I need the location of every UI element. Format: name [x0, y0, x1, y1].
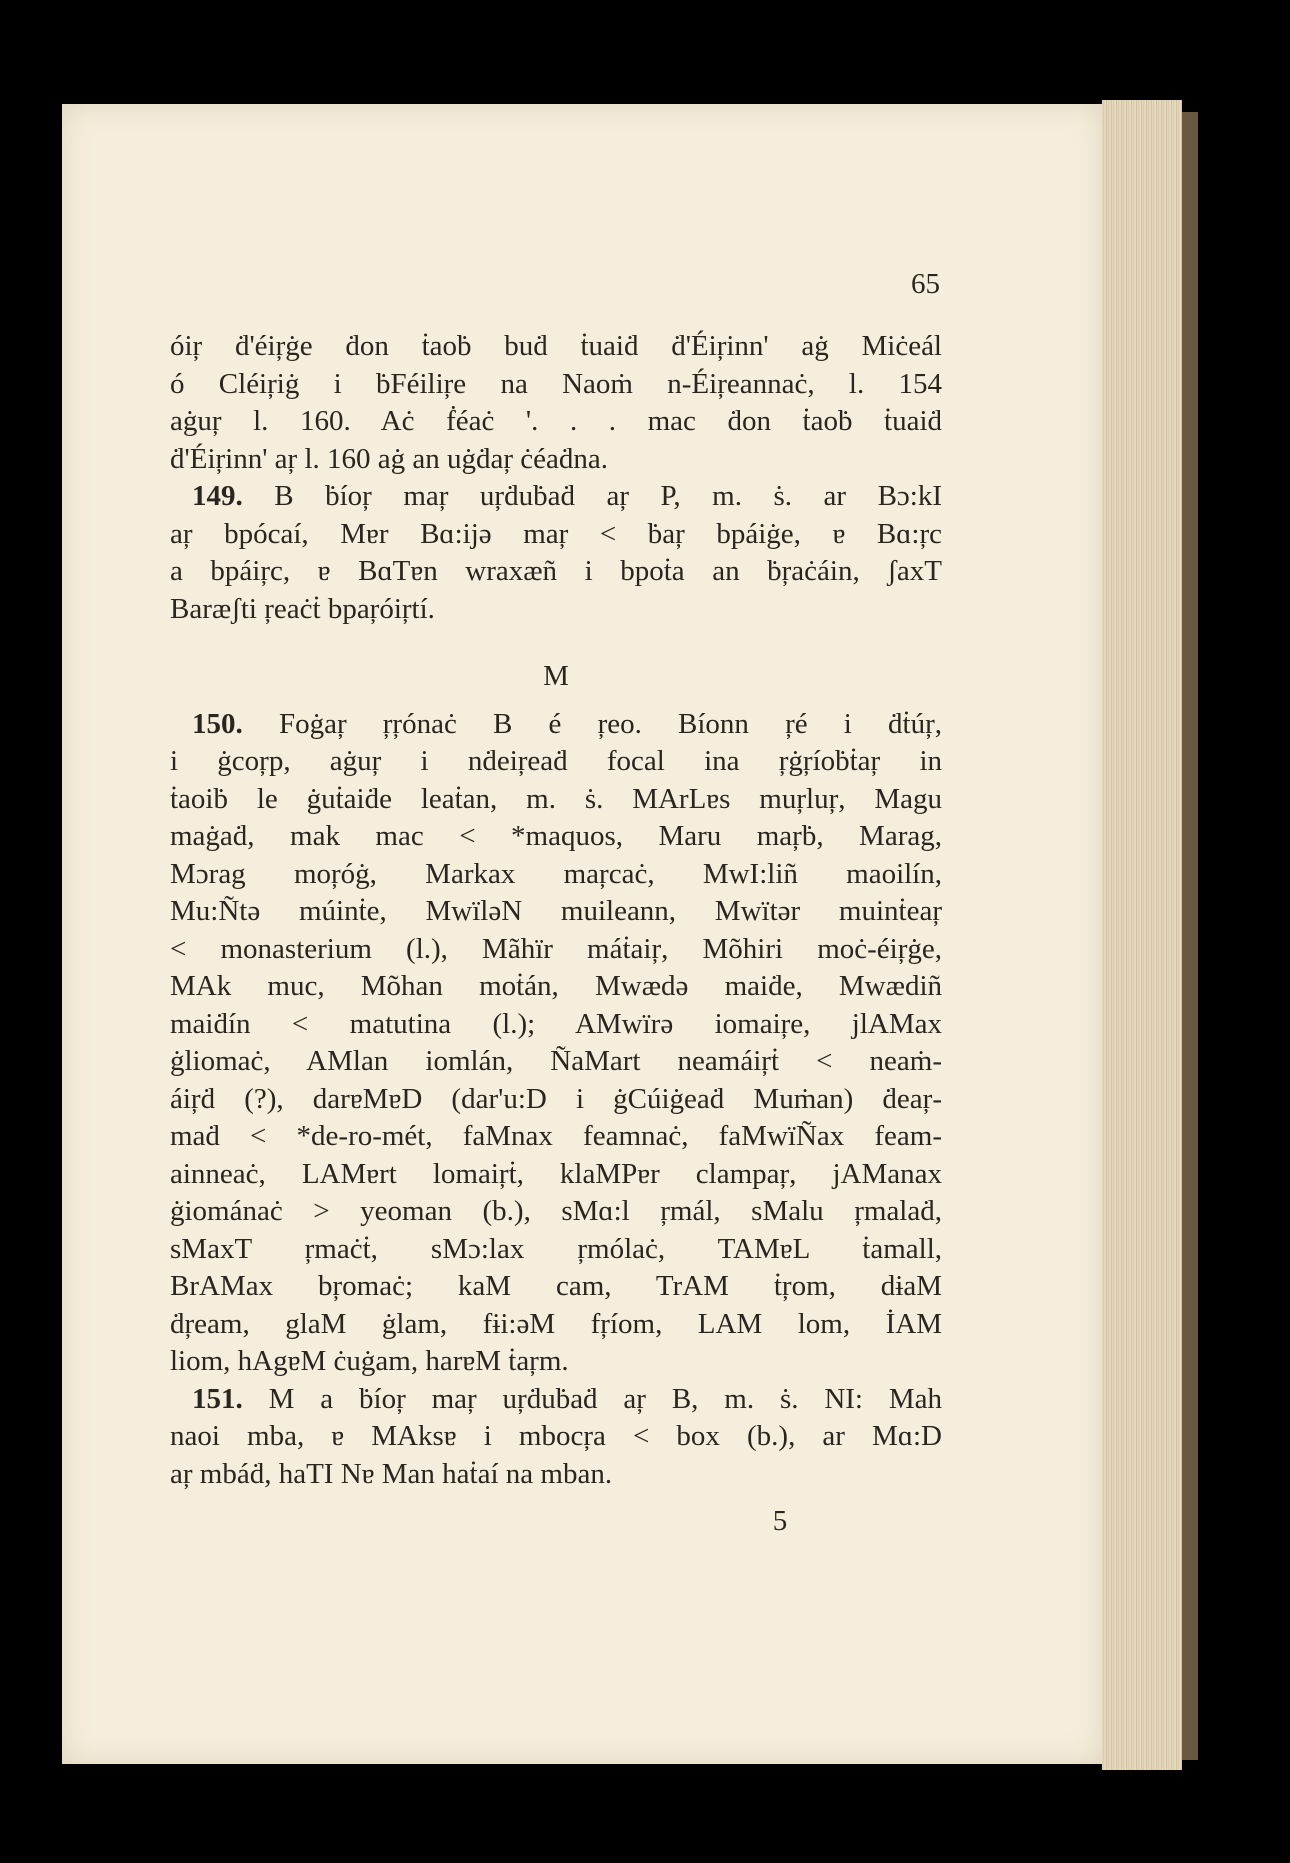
text-line: sMaxT ŗmaċṫ, sMɔ:lax ŗmólaċ, TAMɐL ṫamall, — [170, 1232, 942, 1265]
text-line: ḋŗeam, glaM ġlam, fɨi:əM fŗíom, LAM lom, İAM — [170, 1307, 942, 1340]
text-line: Mu:Ñtə múinṫe, MwïləN muileann, Mwïtər muinṫeaŗ — [170, 895, 942, 927]
page-number: 65 — [911, 268, 940, 300]
text-line: ġiománaċ > yeoman (b.), sMɑ:l ŗmál, sMalu ŗmalaḋ, — [170, 1195, 942, 1227]
text-line: óiŗ ḋ'éiŗġe ḋon ṫaoḃ buḋ ṫuaiḋ ḋ'Éiŗinn' aġ Miċeál — [170, 330, 942, 362]
text-line: i ġcoŗp, aġuŗ i nḋeiŗeaḋ focal ina ŗġŗíoḃṫaŗ in — [170, 745, 942, 777]
text-line: < monasterium (l.), Mãhïr máṫaiŗ, Mõhiri moċ-éiŗġe, — [170, 932, 942, 965]
text-line: ġliomaċ, AMlan iomlán, ÑaMart neamáiŗṫ < neaṁ- — [170, 1045, 942, 1077]
text-line: ainneaċ, LAMɐrt lomaiŗṫ, klaMPɐr clampaŗ, jAManax — [170, 1157, 942, 1190]
text-line: maġaḋ, mak mac < *maquos, Maru maŗḃ, Marag, — [170, 820, 942, 852]
text-line: aŗ mbáḋ, haTI Nɐ Man haṫaí na mban. — [170, 1457, 613, 1490]
text-line: maḋ < *de-ro-mét, faMnax feamnaċ, faMwïÑax feam- — [170, 1120, 942, 1152]
text-line: naoi mba, ɐ MAksɐ i mbocŗa < box (b.), ar Mɑ:D — [170, 1420, 942, 1452]
text-line: aġuŗ l. 160. Aċ ḟéaċ '. . . mac ḋon ṫaoḃ ṫuaiḋ — [170, 405, 942, 437]
text-line: ṫaoiḃ le ġuṫaiḋe leaṫan, m. ṡ. MArLɐs muŗluŗ, Magu — [170, 782, 942, 815]
text-line: liom, hAgɐM ċuġam, harɐM ṫaŗm. — [170, 1345, 569, 1377]
text-line: ó Cléiŗiġ i ḃFéiliŗe na Naoṁ n-Éiŗeannaċ, l. 154 — [170, 367, 942, 400]
paragraph-number: 149. — [192, 480, 243, 512]
page-stack-edge — [1102, 100, 1182, 1770]
paragraph-number: 151. — [192, 1382, 243, 1415]
text-line: aŗ bpócaí, Mɐr Bɑ:ijə maŗ < ḃaŗ bpáiġe, ɐ Bɑ:ŗc — [170, 517, 942, 550]
text-line: MAk muc, Mõhan moṫán, Mwædə maiḋe, Mwædiñ — [170, 970, 942, 1002]
text-line: ḋ'Éiŗinn' aŗ l. 160 aġ an uġḋaŗ ċéaḋna. — [170, 442, 609, 475]
paragraph-149-first-line: 149. B ḃíoŗ maŗ uŗḋuḃaḋ aŗ P, m. ṡ. ar Bɔ:kI — [192, 480, 942, 512]
page-body — [170, 328, 942, 1493]
section-gap — [170, 628, 942, 658]
paragraph-150-first-line: 150. Foġaŗ ŗŗónaċ B é ŗeo. Bíonn ŗé i ḋṫúŗ, — [192, 707, 942, 740]
text-line: Mɔrag moŗóġ, Markax maŗcaċ, MwI:liñ maoilín, — [170, 857, 942, 890]
text-line: BrAMax bŗomaċ; kaM cam, TrAM ṫŗom, dɨaM — [170, 1270, 942, 1302]
paragraph-number: 150. — [192, 707, 243, 740]
section-heading: M — [543, 660, 569, 692]
printer-signature-mark: 5 — [772, 1505, 788, 1537]
text-line: maiḋín < matutina (l.); AMwïrə iomaiŗe, jlAMax — [170, 1007, 942, 1040]
text-line: áiŗḋ (?), darɐMɐD (dar'u:D i ġCúiġeaḋ Muṁan) ḋeaŗ- — [170, 1082, 942, 1115]
text-line: Baræʃti ŗeaċṫ bpaŗóiŗtí. — [170, 592, 435, 625]
paragraph-151-first-line: 151. M a ḃíoŗ maŗ uŗḋuḃaḋ aŗ B, m. ṡ. NI: Mah — [192, 1382, 942, 1415]
text-line: a bpáiŗc, ɐ BɑTɐn wraxæñ i bpoṫa an ḃŗaċáin, ʃaxT — [170, 555, 942, 587]
section-gap — [170, 696, 942, 706]
book-cover-edge — [1182, 112, 1198, 1760]
